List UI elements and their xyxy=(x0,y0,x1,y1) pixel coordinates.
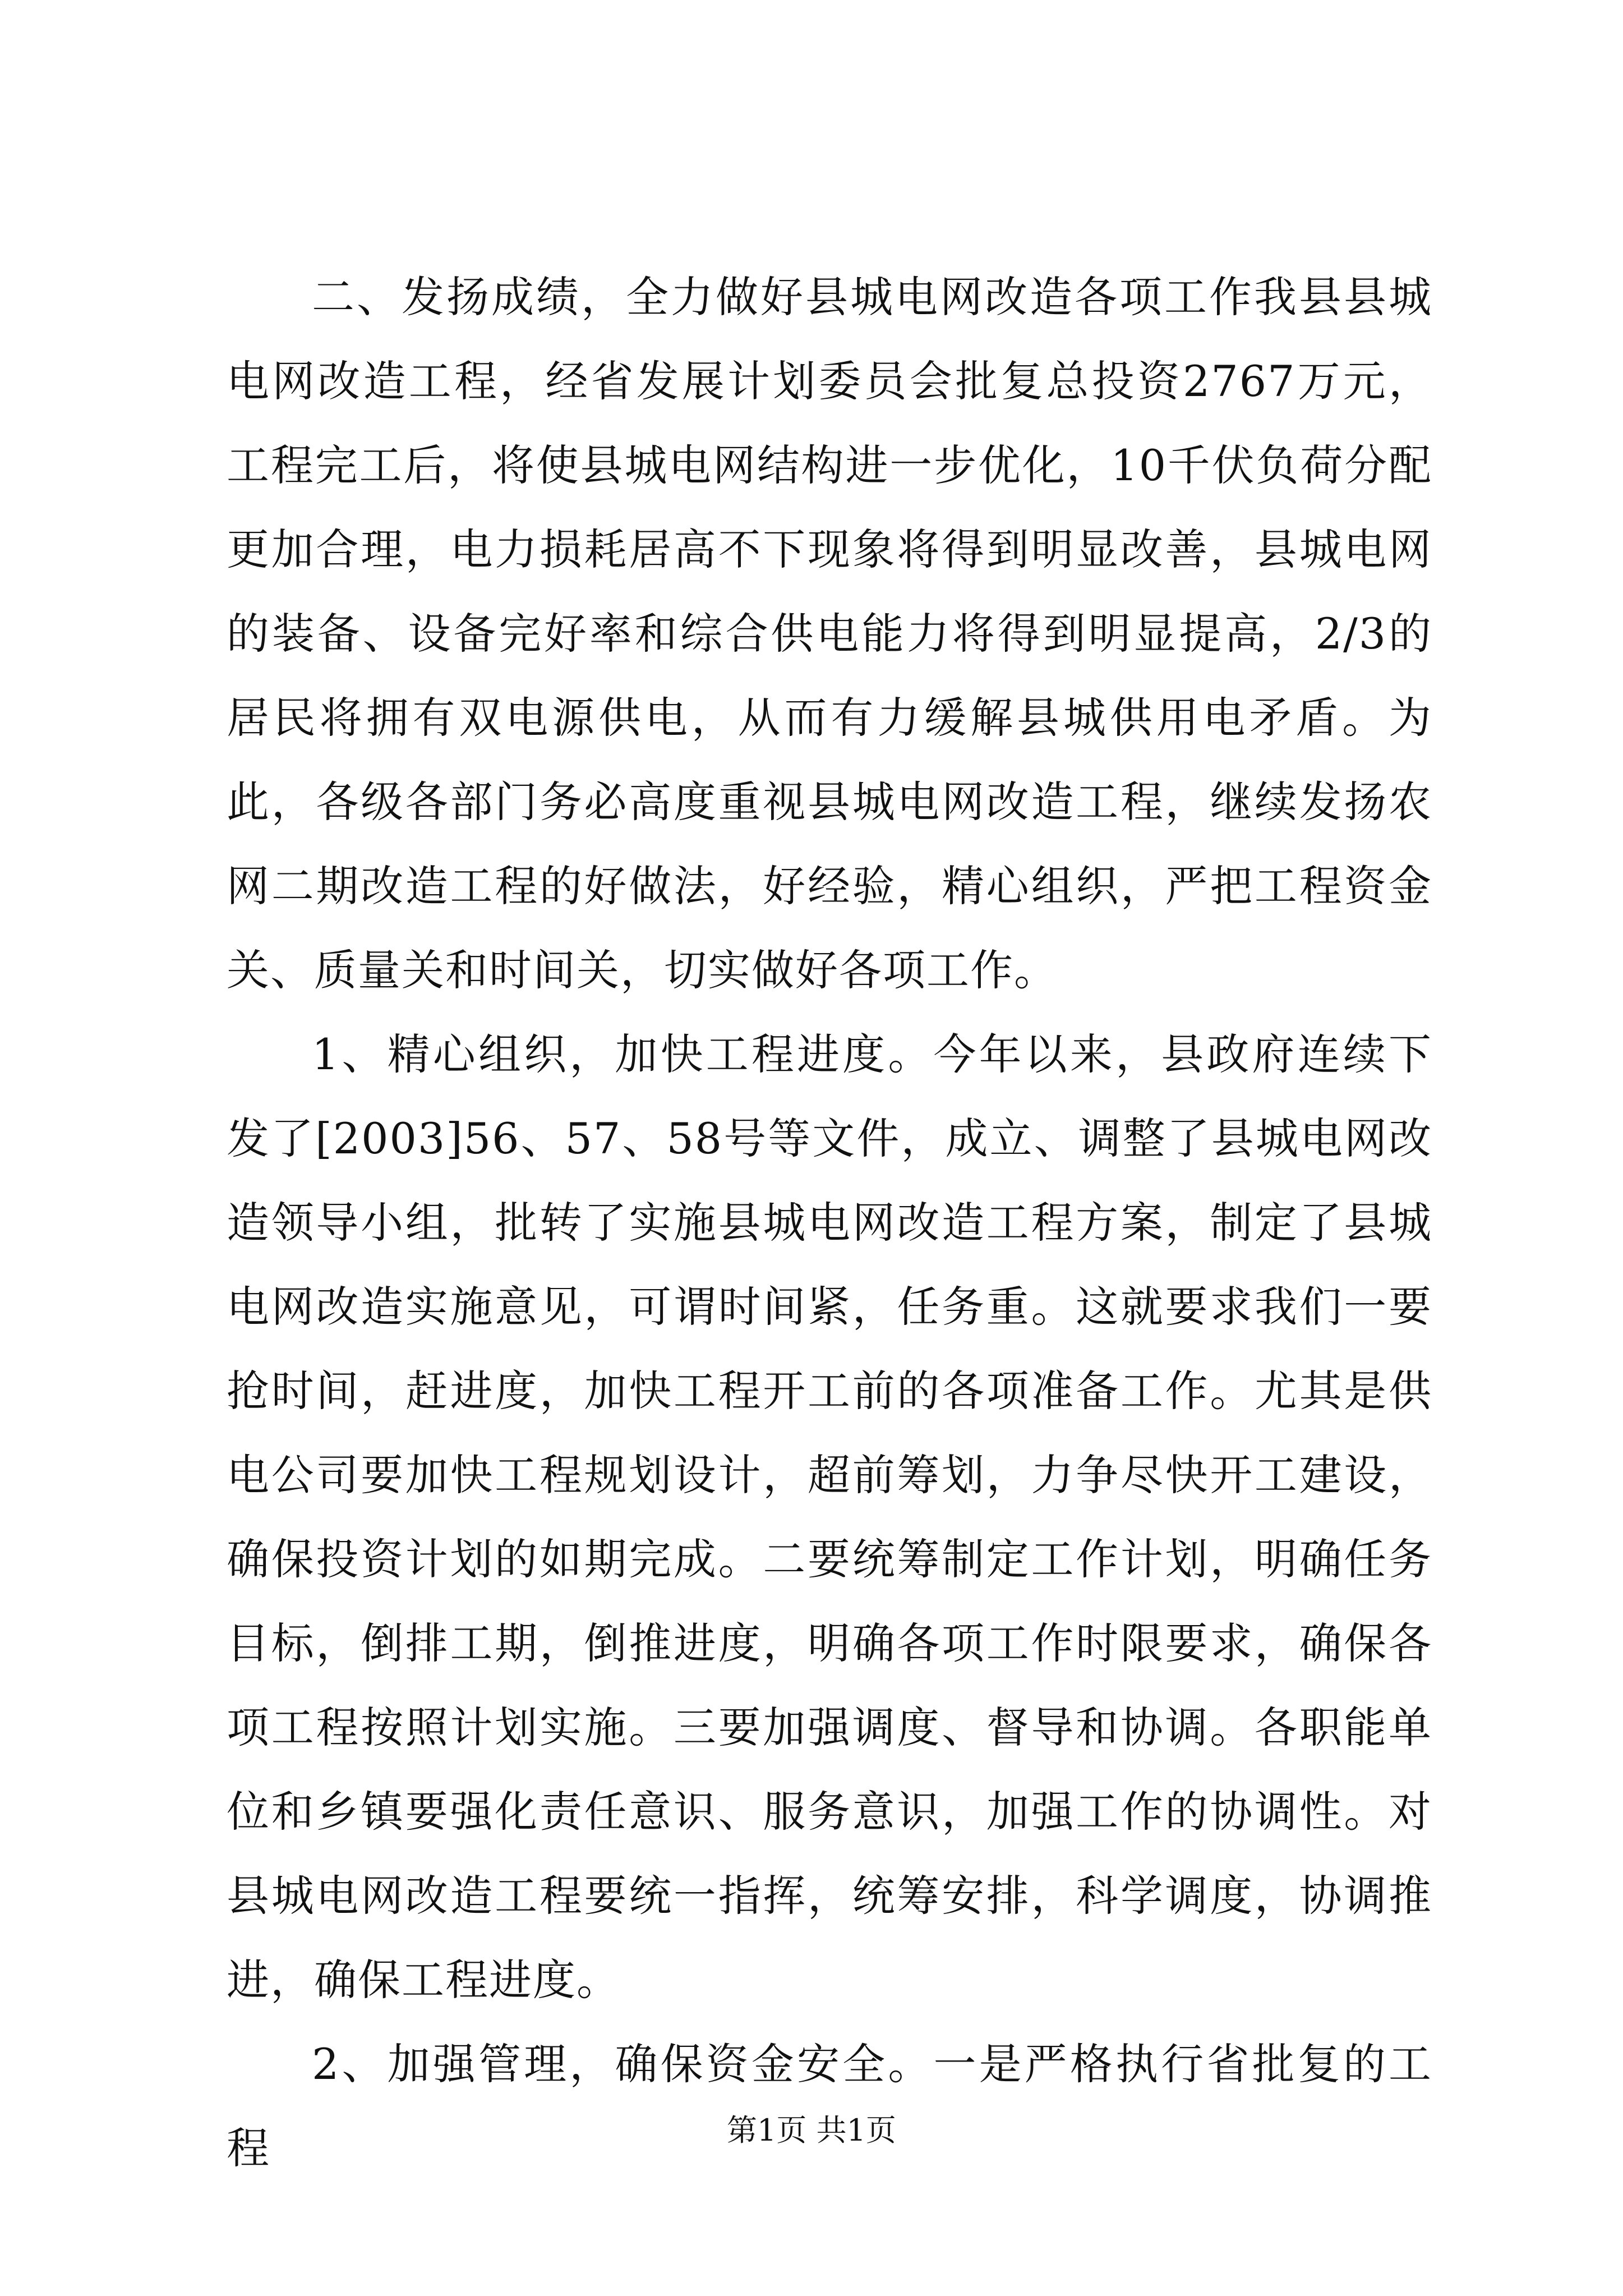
document-body xyxy=(227,255,1432,2191)
paragraph-section-two: 二、发扬成绩，全力做好县城电网改造各项工作我县县城电网改造工程，经省发展计划委员会批复总投资2767万元，工程完工后，将使县城电网结构进一步优化，10千伏负荷分配更加合理，电力损耗居高不下现象将得到明显改善，县城电网的装备、设备完好率和综合供电能力将得到明显提高，2/3的居民将拥有双电源供电，从而有力缓解县城供用电矛盾。为此，各级各部门务必高度重视县城电网改造工程，继续发扬农网二期改造工程的好做法，好经验，精心组织，严把工程资金关、质量关和时间关，切实做好各项工作。 xyxy=(227,272,1432,995)
page-footer: 第1页 共1页 xyxy=(727,2113,896,2148)
paragraph-item-one: 1、精心组织，加快工程进度。今年以来，县政府连续下发了[2003]56、57、58号等文件，成立、调整了县城电网改造领导小组，批转了实施县城电网改造工程方案，制定了县城电网改造实施意见，可谓时间紧，任务重。这就要求我们一要抢时间，赶进度，加快工程开工前的各项准备工作。尤其是供电公司要加快工程规划设计，超前筹划，力争尽快开工建设，确保投资计划的如期完成。二要统筹制定工作计划，明确任务目标，倒排工期，倒推进度，明确各项工作时限要求，确保各项工程按照计划实施。三要加强调度、督导和协调。各职能单位和乡镇要强化责任意识、服务意识，加强工作的协调性。对县城电网改造工程要统一指挥，统筹安排，科学调度，协调推进，确保工程进度。 xyxy=(227,1029,1432,2005)
paragraph-item-two: 2、加强管理，确保资金安全。一是严格执行省批复的工程 xyxy=(227,2039,1432,2173)
